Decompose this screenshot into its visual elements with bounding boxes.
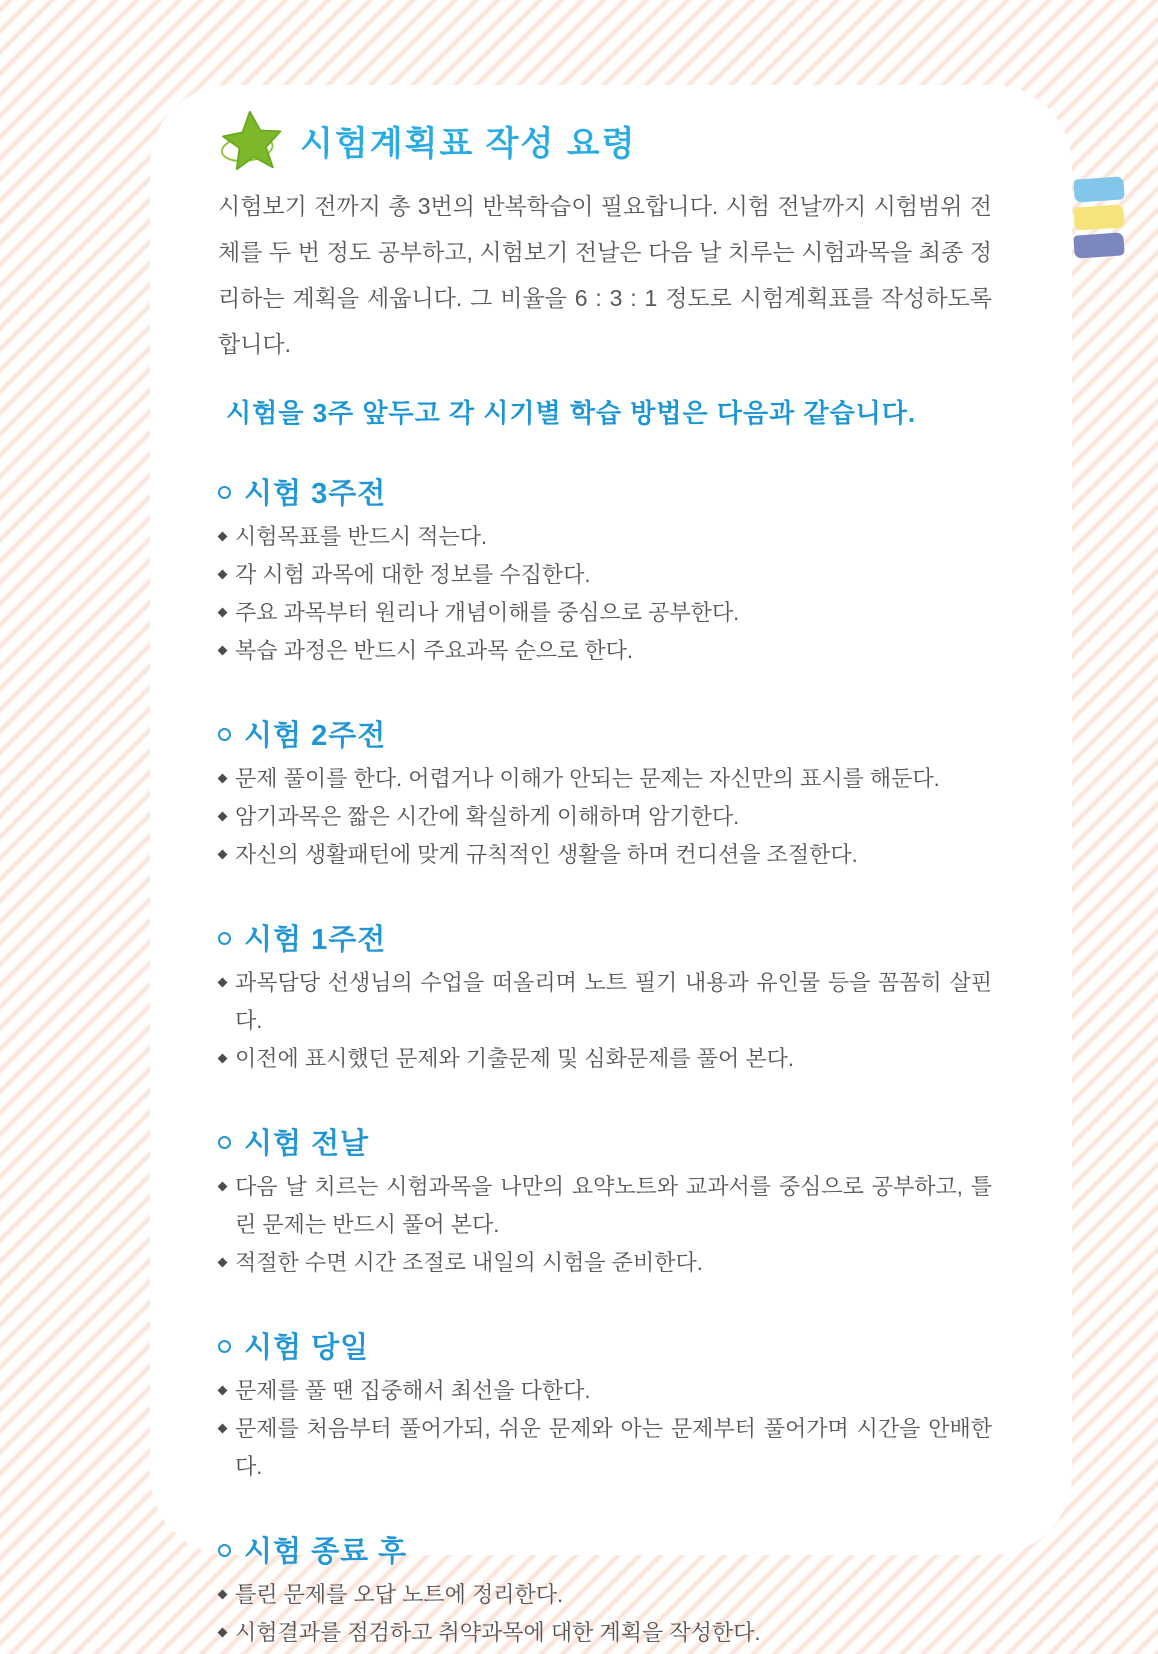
diamond-bullet-icon: [218, 646, 228, 656]
bullet-item: [218, 1040, 992, 1078]
bullet-text: 틀린 문제를 오답 노트에 정리한다.: [235, 1582, 564, 1607]
section-heading: [218, 1328, 992, 1362]
bullet-text: 암기과목은 짧은 시간에 확실하게 이해하며 암기한다.: [235, 804, 740, 829]
exam-period-section: [218, 474, 992, 670]
section-heading-label: 시험 전날: [244, 1127, 370, 1160]
bullet-text: 과목담당 선생님의 수업을 떠올리며 노트 필기 내용과 유인물 등을 꼼꼼히 살핀다.: [235, 970, 992, 1033]
diamond-bullet-icon: [218, 1628, 228, 1638]
bullet-item: [218, 518, 992, 556]
section-bullets: [218, 1168, 992, 1282]
diamond-bullet-icon: [218, 1386, 228, 1396]
diamond-bullet-icon: [218, 774, 228, 784]
section-heading: [218, 1124, 992, 1158]
section-heading: [218, 920, 992, 954]
bullet-item: [218, 1372, 992, 1410]
bullet-item: [218, 1576, 992, 1614]
section-bullets: [218, 1372, 992, 1486]
diamond-bullet-icon: [218, 1258, 228, 1268]
bullet-item: [218, 594, 992, 632]
diamond-bullet-icon: [218, 978, 228, 988]
bullet-text: 자신의 생활패턴에 맞게 규칙적인 생활을 하며 컨디션을 조절한다.: [235, 842, 858, 867]
bullet-item: [218, 964, 992, 1040]
bullet-text: 시험결과를 점검하고 취약과목에 대한 계획을 작성한다.: [235, 1620, 761, 1645]
diamond-bullet-icon: [218, 608, 228, 618]
diamond-bullet-icon: [218, 570, 228, 580]
circle-ring-icon: [218, 1544, 231, 1557]
circle-ring-icon: [218, 728, 231, 741]
bullet-item: [218, 798, 992, 836]
diamond-bullet-icon: [218, 812, 228, 822]
diamond-bullet-icon: [218, 850, 228, 860]
intro-paragraph: 시험보기 전까지 총 3번의 반복학습이 필요합니다. 시험 전날까지 시험범위 전체를 두 번 정도 공부하고, 시험보기 전날은 다음 날 치루는 시험과목을 최종 정리하는 계획을 세웁니다. 그 비율을 6 : 3 : 1 정도로 시험계획표를 작성하도록 합니다.: [218, 193, 992, 357]
blue-brush-stroke-icon: [1073, 176, 1124, 202]
bullet-item: [218, 836, 992, 874]
bullet-item: [218, 1614, 992, 1652]
section-heading-label: 시험 종료 후: [244, 1535, 408, 1568]
bullet-item: [218, 760, 992, 798]
bullet-text: 문제를 처음부터 풀어가되, 쉬운 문제와 아는 문제부터 풀어가며 시간을 안배한다.: [235, 1416, 992, 1479]
bullet-text: 각 시험 과목에 대한 정보를 수집한다.: [235, 562, 591, 587]
bullet-text: 이전에 표시했던 문제와 기출문제 및 심화문제를 풀어 본다.: [235, 1046, 794, 1071]
section-heading-label: 시험 1주전: [244, 923, 387, 956]
bullet-item: [218, 1244, 992, 1282]
section-heading: [218, 474, 992, 508]
bullet-text: 주요 과목부터 원리나 개념이해를 중심으로 공부한다.: [235, 600, 740, 625]
bullet-text: 적절한 수면 시간 조절로 내일의 시험을 준비한다.: [235, 1250, 703, 1275]
bullet-item: [218, 1410, 992, 1486]
title-row: [218, 105, 992, 175]
section-heading-label: 시험 당일: [244, 1331, 370, 1364]
diamond-bullet-icon: [218, 1590, 228, 1600]
section-bullets: [218, 760, 992, 874]
circle-ring-icon: [218, 932, 231, 945]
section-heading-label: 시험 3주전: [244, 477, 387, 510]
brush-strokes-decoration: [1074, 178, 1124, 257]
section-bullets: [218, 964, 992, 1078]
section-heading: [218, 716, 992, 750]
circle-ring-icon: [218, 1136, 231, 1149]
exam-period-section: [218, 716, 992, 874]
subtitle: 시험을 3주 앞두고 각 시기별 학습 방법은 다음과 같습니다.: [226, 398, 917, 428]
green-star-icon: [218, 107, 284, 173]
sections-container: [218, 474, 992, 1652]
section-bullets: [218, 518, 992, 670]
circle-ring-icon: [218, 1340, 231, 1353]
bullet-text: 다음 날 치르는 시험과목을 나만의 요약노트와 교과서를 중심으로 공부하고, 틀린 문제는 반드시 풀어 본다.: [235, 1174, 992, 1237]
bullet-text: 복습 과정은 반드시 주요과목 순으로 한다.: [235, 638, 633, 663]
diamond-bullet-icon: [218, 532, 228, 542]
bullet-item: [218, 1168, 992, 1244]
bullet-item: [218, 556, 992, 594]
purple-brush-stroke-icon: [1073, 232, 1124, 258]
section-bullets: [218, 1576, 992, 1652]
exam-period-section: [218, 1124, 992, 1282]
section-heading: [218, 1532, 992, 1566]
page-title: 시험계획표 작성 요령: [300, 124, 637, 163]
yellow-brush-stroke-icon: [1073, 204, 1124, 230]
diamond-bullet-icon: [218, 1182, 228, 1192]
bullet-text: 시험목표를 반드시 적는다.: [235, 524, 488, 549]
bullet-text: 문제를 풀 땐 집중해서 최선을 다한다.: [235, 1378, 591, 1403]
diamond-bullet-icon: [218, 1424, 228, 1434]
exam-period-section: [218, 1532, 992, 1652]
exam-period-section: [218, 1328, 992, 1486]
section-heading-label: 시험 2주전: [244, 719, 387, 752]
exam-period-section: [218, 920, 992, 1078]
content-card: [150, 85, 1072, 1645]
circle-ring-icon: [218, 486, 231, 499]
diamond-bullet-icon: [218, 1054, 228, 1064]
bullet-text: 문제 풀이를 한다. 어렵거나 이해가 안되는 문제는 자신만의 표시를 해둔다.: [235, 766, 940, 791]
bullet-item: [218, 632, 992, 670]
